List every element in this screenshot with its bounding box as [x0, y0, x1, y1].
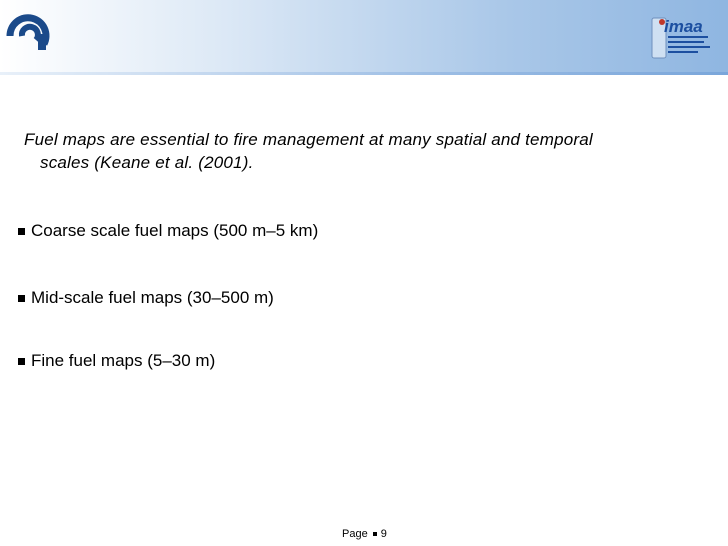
- intro-paragraph: [24, 128, 702, 174]
- intro-line-1: Fuel maps are essential to fire management at many spatial and temporal: [24, 130, 593, 149]
- footer-separator-icon: [373, 532, 377, 536]
- page-footer: [342, 527, 387, 541]
- slide-header: [0, 0, 728, 72]
- imaa-logo-icon: [650, 12, 720, 62]
- intro-line-2: scales (Keane et al. (2001).: [40, 153, 254, 172]
- bullet-square-icon: [18, 295, 25, 302]
- imaa-logo-text: imaa: [664, 17, 703, 36]
- page-number: 9: [380, 528, 387, 540]
- bullet-square-icon: [18, 358, 25, 365]
- header-divider: [0, 72, 728, 75]
- bullet-text: Mid-scale fuel maps (30–500 m): [31, 288, 274, 307]
- page-label: Page: [342, 528, 368, 540]
- bullet-text: Fine fuel maps (5–30 m): [31, 351, 216, 370]
- bullet-item: [18, 350, 215, 372]
- bullet-square-icon: [18, 228, 25, 235]
- cnr-logo-icon: [4, 10, 56, 54]
- bullet-item: [18, 220, 318, 242]
- bullet-item: [18, 287, 274, 309]
- bullet-text: Coarse scale fuel maps (500 m–5 km): [31, 221, 319, 240]
